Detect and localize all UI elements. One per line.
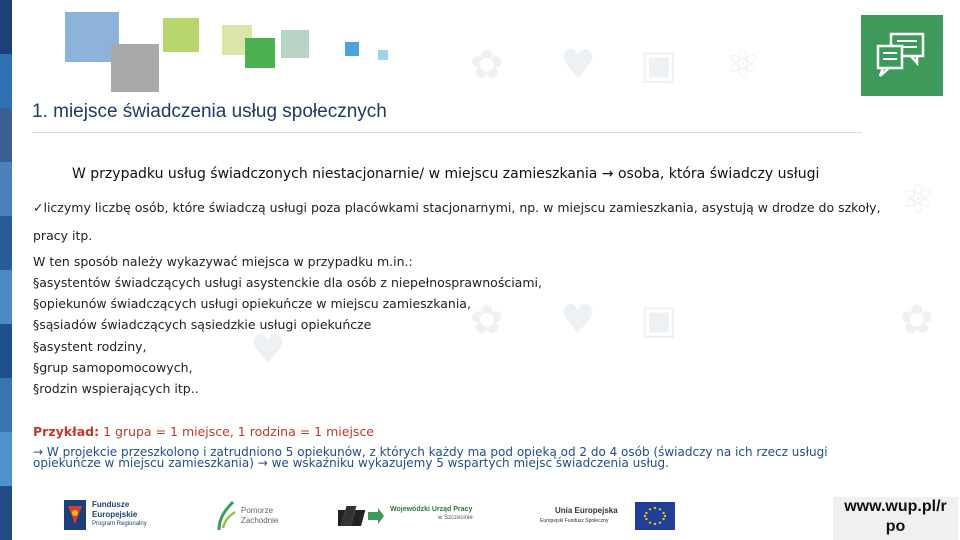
example-label: Przykład:: [33, 424, 100, 439]
pomorze-emblem-icon: [215, 500, 237, 532]
watermark-icon: ♥: [560, 297, 596, 343]
logo1-line1: Fundusze: [92, 500, 130, 509]
checkmark-icon: ✓: [33, 200, 44, 215]
list-item-text: opiekunów świadczących usługi opiekuńcze w miejscu zamieszkania,: [39, 296, 471, 311]
bullet-icon: §: [33, 317, 40, 332]
list-item: [33, 360, 192, 375]
project-line-2b: we wskaźniku wykazujemy 5 wspartych miejsc świadczenia usług.: [271, 456, 669, 470]
subtitle-text: W przypadku usług świadczonych niestacjonarnie/ w miejscu zamieszkania: [72, 166, 598, 182]
project-line-1-text: W projekcie przeszkolono i zatrudniono 5 opiekunów, z których każdy ma pod opieką od 2 do 4 osób (świadczy na ich rzecz usługi: [46, 445, 828, 459]
decor-square: [378, 50, 388, 60]
bullet-icon: §: [33, 296, 40, 311]
decor-square: [245, 38, 275, 68]
project-line-2: [33, 456, 669, 470]
body-line-1-text: liczymy liczbę osób, które świadczą usługi poza placówkami stacjonarnymi, np. w miejscu zamieszkania, asystują w drodze do szkoły,: [43, 200, 881, 215]
logo-fundusze-europejskie: [62, 498, 162, 534]
body-line-2: pracy itp.: [33, 228, 93, 243]
list-item-text: sąsiadów świadczących sąsiedzkie usługi opiekuńcze: [39, 317, 372, 332]
project-line-2a: opiekuńcze w miejscu zamieszkania): [33, 456, 254, 470]
logo4-line2: Europejski Fundusz Społeczny: [540, 518, 609, 524]
fe-emblem-icon: [62, 498, 88, 532]
logo2-line2: Zachodnie: [241, 516, 279, 525]
logo1-line2: Europejskie: [92, 510, 138, 519]
arrow-icon: →: [257, 456, 268, 470]
watermark-icon: ▣: [640, 297, 678, 343]
body-line-1: [33, 200, 881, 215]
logo-unia-europejska: [540, 498, 675, 534]
bullet-icon: §: [33, 360, 40, 375]
watermark-icon: ⚛: [900, 177, 936, 223]
decor-square: [111, 44, 159, 92]
watermark-icon: ♥: [560, 42, 596, 88]
arrow-icon: →: [33, 445, 44, 459]
list-item: [33, 339, 147, 354]
list-item: [33, 317, 371, 332]
list-item: [33, 296, 471, 311]
example-line: [33, 424, 374, 439]
title-divider: [32, 132, 862, 133]
watermark-icon: ⚛: [725, 42, 761, 88]
logo-pomorze-zachodnie: [215, 498, 285, 534]
logo4-line1: Unia Europejska: [555, 506, 618, 515]
logo2-line1: Pomorze: [241, 506, 274, 515]
decor-square: [345, 42, 359, 56]
decor-square: [281, 30, 309, 58]
watermark-icon: ▣: [640, 42, 678, 88]
arrow-icon: →: [601, 166, 614, 182]
list-item-text: grup samopomocowych,: [39, 360, 193, 375]
logo1-line3: Program Regionalny: [92, 521, 147, 527]
wup-emblem-icon: [338, 500, 384, 528]
chat-bubbles-icon: [861, 15, 943, 96]
subtitle-tail: osoba, która świadczy usługi: [617, 166, 820, 182]
list-item-text: asystent rodziny,: [39, 339, 147, 354]
eu-flag-icon: [635, 502, 675, 530]
list-item-text: asystentów świadczących usługi asystenckie dla osób z niepełnosprawnościami,: [39, 275, 542, 290]
bullet-icon: §: [33, 381, 40, 396]
intro-text: W ten sposób należy wykazywać miejsca w przypadku m.in.:: [33, 254, 413, 269]
example-text: 1 grupa = 1 miejsce, 1 rodzina = 1 miejsce: [103, 424, 375, 439]
decor-square: [163, 18, 199, 52]
bullet-icon: §: [33, 339, 40, 354]
page-title: 1. miejsce świadczenia usług społecznych: [32, 101, 387, 122]
list-item: [33, 381, 199, 396]
watermark-icon: ✿: [470, 42, 504, 88]
list-item-text: rodzin wspierających itp..: [39, 381, 199, 396]
chat-icon-tile: [861, 15, 943, 96]
website-url[interactable]: [833, 497, 958, 540]
list-item: [33, 275, 542, 290]
left-accent-bar: [0, 0, 12, 540]
bullet-icon: §: [33, 275, 40, 290]
watermark-icon: ♥: [250, 327, 286, 373]
website-url-text: www.wup.pl/r po: [844, 498, 947, 535]
logo3-line1: Wojewódzki Urząd Pracy: [390, 506, 473, 513]
watermark-icon: ✿: [900, 297, 934, 343]
logo-wup-szczecin: [338, 498, 488, 534]
subtitle: [72, 166, 819, 182]
watermark-icon: ✿: [470, 297, 504, 343]
logo3-line2: w Szczecinie: [438, 515, 473, 521]
